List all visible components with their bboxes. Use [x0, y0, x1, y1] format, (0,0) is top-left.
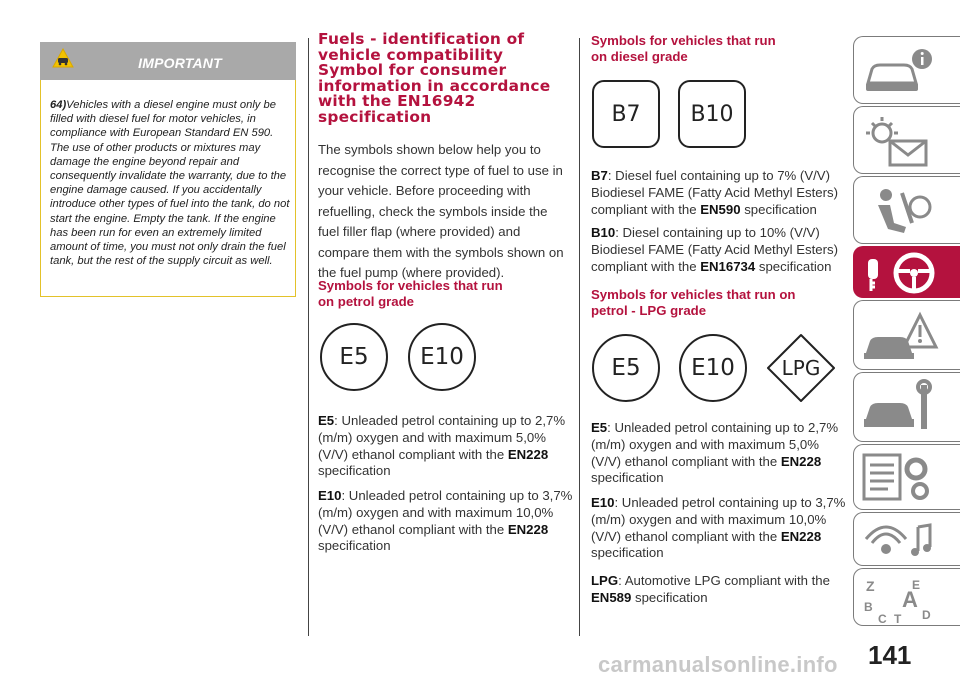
- def-lpg: [591, 573, 846, 607]
- spec-gears-icon: [860, 451, 940, 505]
- watermark: carmanualsonline.info: [598, 652, 838, 677]
- index-letter: C: [878, 612, 887, 625]
- index-letter: E: [912, 578, 921, 592]
- def-code: E10: [318, 488, 342, 503]
- car-service-icon: [860, 379, 940, 437]
- car-breakdown-icon: [860, 307, 940, 365]
- lpg-label: LPG: [781, 356, 821, 380]
- def-e10: [318, 488, 573, 555]
- def-b7: [591, 168, 853, 218]
- symbol-lpg-e5: E5: [592, 334, 660, 402]
- def-code: E10: [591, 495, 615, 510]
- def-tail: specification: [591, 470, 664, 486]
- symbol-lpg: [764, 331, 838, 405]
- lpg-heading: Symbols for vehicles that run on petrol - LPG grade: [591, 287, 796, 318]
- important-title: IMPORTANT: [138, 55, 222, 71]
- nav-tab-starting-driving[interactable]: [853, 246, 960, 298]
- def-code: E5: [318, 413, 335, 428]
- alphabet-index-icon: [860, 575, 940, 625]
- def-code: B10: [591, 225, 616, 240]
- def-text: : Unleaded petrol containing up to 3,7% (m/m) oxygen and with maximum 10,0% (V/V) ethanol compliant with the: [318, 488, 573, 537]
- index-letter: A: [902, 587, 918, 612]
- nav-tab-index[interactable]: [853, 568, 960, 626]
- def-tail: specification: [755, 258, 832, 274]
- def-lpg-e10: [591, 495, 846, 562]
- warning-car-icon: [52, 48, 74, 68]
- def-tail: specification: [318, 463, 391, 479]
- car-info-icon: [860, 43, 940, 99]
- column-divider-1: [308, 38, 309, 636]
- def-text: : Automotive LPG compliant with the: [618, 573, 830, 588]
- section-heading: Fuels - identification of vehicle compatibility Symbol for consumer information in accordance with the EN16942 specification: [318, 30, 551, 126]
- symbol-lpg-e10: E10: [679, 334, 747, 402]
- def-standard: EN228: [780, 528, 822, 544]
- index-letter: Z: [866, 578, 875, 594]
- def-text: : Unleaded petrol containing up to 2,7% (m/m) oxygen and with maximum 5,0% (V/V) ethanol compliant with the: [318, 413, 566, 462]
- def-tail: specification: [740, 201, 817, 217]
- def-code: LPG: [591, 573, 619, 588]
- def-standard: EN228: [780, 453, 822, 469]
- def-lpg-e5: [591, 420, 846, 487]
- nav-tab-car-info[interactable]: [853, 36, 960, 104]
- symbol-b7: B7: [592, 80, 660, 148]
- important-note: [50, 98, 290, 268]
- symbol-e5: E5: [320, 323, 388, 391]
- def-tail: specification: [591, 545, 664, 561]
- note-number: 64): [50, 99, 67, 111]
- def-tail: specification: [318, 538, 391, 554]
- def-e5: [318, 413, 573, 480]
- lights-message-icon: [860, 113, 940, 169]
- diesel-heading: Symbols for vehicles that run on diesel grade: [591, 33, 776, 64]
- intro-text: The symbols shown below help you to recognise the correct type of fuel to use in your vehicle. Before proceeding with refuelling, check the symbols inside the fuel filler flap (where provided) and compare them with the symbols shown on the fuel pump (where provided).: [318, 142, 564, 280]
- def-text: : Diesel fuel containing up to 7% (V/V) Biodiesel FAME (Fatty Acid Methyl Esters) compliant with the: [591, 168, 838, 217]
- nav-tab-maintenance[interactable]: [853, 372, 960, 442]
- seat-airbag-icon: [860, 183, 940, 239]
- note-text: Vehicles with a diesel engine must only be filled with diesel fuel for motor vehicles, in compliance with European Standard EN 590. The use of other products or mixtures may damage the engine beyond repair and consequently invalidate the warranty, due to the engine damage caused. If you accidentally introduce other types of fuel into the tank, do not start the engine. Empty the tank. If the engine has been run for even an extremely limited amount of time, you must not only drain the fuel tank, but the rest of the supply circuit as well.: [50, 99, 290, 268]
- page-number: 141: [868, 640, 912, 670]
- def-text: : Unleaded petrol containing up to 3,7% (m/m) oxygen and with maximum 10,0% (V/V) ethanol compliant with the: [591, 495, 846, 544]
- def-text: : Unleaded petrol containing up to 2,7% (m/m) oxygen and with maximum 5,0% (V/V) ethanol compliant with the: [591, 420, 839, 469]
- steering-key-icon: [862, 251, 942, 295]
- nav-tab-lights-messages[interactable]: [853, 106, 960, 174]
- nav-tab-safety[interactable]: [853, 176, 960, 244]
- column-divider-2: [579, 38, 580, 636]
- nav-tab-emergency[interactable]: [853, 300, 960, 370]
- nav-tab-technical-data[interactable]: [853, 444, 960, 510]
- petrol-heading: Symbols for vehicles that run on petrol grade: [318, 278, 503, 309]
- index-letter: T: [894, 612, 902, 625]
- index-letter: D: [922, 608, 931, 622]
- def-b10: [591, 225, 853, 275]
- def-text: : Diesel containing up to 10% (V/V) Biodiesel FAME (Fatty Acid Methyl Esters) compliant with the: [591, 225, 838, 274]
- def-code: E5: [591, 420, 608, 435]
- def-standard: EN228: [507, 521, 549, 537]
- def-standard: EN590: [700, 201, 741, 217]
- multimedia-icon: [860, 519, 940, 563]
- def-code: B7: [591, 168, 608, 183]
- index-letter: B: [864, 600, 873, 614]
- symbol-b10: B10: [678, 80, 746, 148]
- def-standard: EN16734: [700, 258, 756, 274]
- def-tail: specification: [631, 589, 708, 605]
- def-standard: EN589: [591, 589, 632, 605]
- symbol-e10: E10: [408, 323, 476, 391]
- def-standard: EN228: [507, 446, 549, 462]
- nav-tab-multimedia[interactable]: [853, 512, 960, 566]
